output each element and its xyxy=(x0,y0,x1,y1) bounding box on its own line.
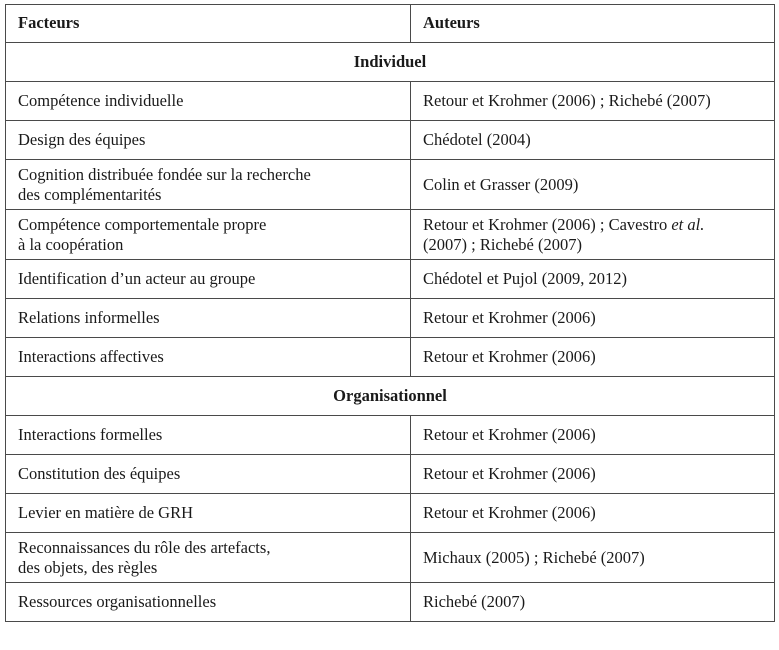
facteur-text: Cognition distribuée fondée sur la recherche xyxy=(18,164,311,184)
facteur-text: Ressources organisationnelles xyxy=(18,592,217,611)
facteur-cell xyxy=(6,160,411,210)
auteurs-cell xyxy=(411,533,775,583)
facteur-cell xyxy=(6,494,411,533)
facteur-text: des objets, des règles xyxy=(18,557,158,577)
facteur-cell xyxy=(6,121,411,160)
auteurs-cell xyxy=(411,82,775,121)
auteurs-cell xyxy=(411,260,775,299)
table-row xyxy=(6,260,775,299)
auteurs-text: Chédotel (2004) xyxy=(423,130,531,149)
facteur-text: Design des équipes xyxy=(18,130,146,149)
facteur-text: Relations informelles xyxy=(18,308,160,327)
section-row-individuel xyxy=(6,43,775,82)
auteurs-cell xyxy=(411,338,775,377)
auteurs-cell xyxy=(411,210,775,260)
factors-authors-table xyxy=(5,4,775,622)
facteur-cell xyxy=(6,416,411,455)
auteurs-cell xyxy=(411,583,775,622)
facteur-cell xyxy=(6,533,411,583)
table-row xyxy=(6,494,775,533)
table-row xyxy=(6,583,775,622)
header-auteurs: Auteurs xyxy=(411,5,775,43)
auteurs-text: Colin et Grasser (2009) xyxy=(423,174,579,194)
auteurs-text: Retour et Krohmer (2006) xyxy=(423,425,596,444)
auteurs-text: Retour et Krohmer (2006) xyxy=(423,308,596,327)
table-header-row xyxy=(6,5,775,43)
facteur-cell xyxy=(6,299,411,338)
section-title: Individuel xyxy=(6,43,775,82)
facteur-cell xyxy=(6,82,411,121)
facteur-cell xyxy=(6,260,411,299)
auteurs-text: Retour et Krohmer (2006) xyxy=(423,503,596,522)
auteurs-text: Chédotel et Pujol (2009, 2012) xyxy=(423,269,627,288)
facteur-text: Levier en matière de GRH xyxy=(18,503,194,522)
auteurs-cell xyxy=(411,494,775,533)
auteurs-text: Michaux (2005) ; Richebé (2007) xyxy=(423,547,645,567)
auteurs-text: Richebé (2007) xyxy=(423,592,526,611)
auteurs-cell xyxy=(411,299,775,338)
auteurs-text: Retour et Krohmer (2006) ; Richebé (2007) xyxy=(423,91,711,110)
facteur-cell xyxy=(6,210,411,260)
facteur-cell xyxy=(6,583,411,622)
auteurs-text: Retour et Krohmer (2006) ; Cavestro et al. xyxy=(423,214,705,234)
table-row xyxy=(6,210,775,260)
facteur-cell xyxy=(6,455,411,494)
table-row xyxy=(6,338,775,377)
auteurs-cell xyxy=(411,455,775,494)
facteur-text: des complémentarités xyxy=(18,184,162,204)
auteurs-cell xyxy=(411,160,775,210)
section-title: Organisationnel xyxy=(6,377,775,416)
table-body xyxy=(6,5,775,622)
table-row xyxy=(6,160,775,210)
facteur-text: Compétence comportementale propre xyxy=(18,214,267,234)
auteurs-cell xyxy=(411,121,775,160)
auteurs-text: (2007) ; Richebé (2007) xyxy=(423,234,582,254)
table-row xyxy=(6,299,775,338)
facteur-text: Constitution des équipes xyxy=(18,464,181,483)
header-facteurs: Facteurs xyxy=(6,5,411,43)
table-row xyxy=(6,82,775,121)
facteur-text: Reconnaissances du rôle des artefacts, xyxy=(18,537,271,557)
facteur-text: Identification d’un acteur au groupe xyxy=(18,269,256,288)
facteur-cell xyxy=(6,338,411,377)
facteur-text: à la coopération xyxy=(18,234,124,254)
table-row xyxy=(6,416,775,455)
auteurs-text: Retour et Krohmer (2006) xyxy=(423,464,596,483)
auteurs-text: Retour et Krohmer (2006) xyxy=(423,347,596,366)
auteurs-cell xyxy=(411,416,775,455)
table-row xyxy=(6,121,775,160)
facteur-text: Interactions formelles xyxy=(18,425,163,444)
facteur-text: Interactions affectives xyxy=(18,347,164,366)
section-row-organisationnel xyxy=(6,377,775,416)
table-row xyxy=(6,455,775,494)
facteur-text: Compétence individuelle xyxy=(18,91,184,110)
table-row xyxy=(6,533,775,583)
